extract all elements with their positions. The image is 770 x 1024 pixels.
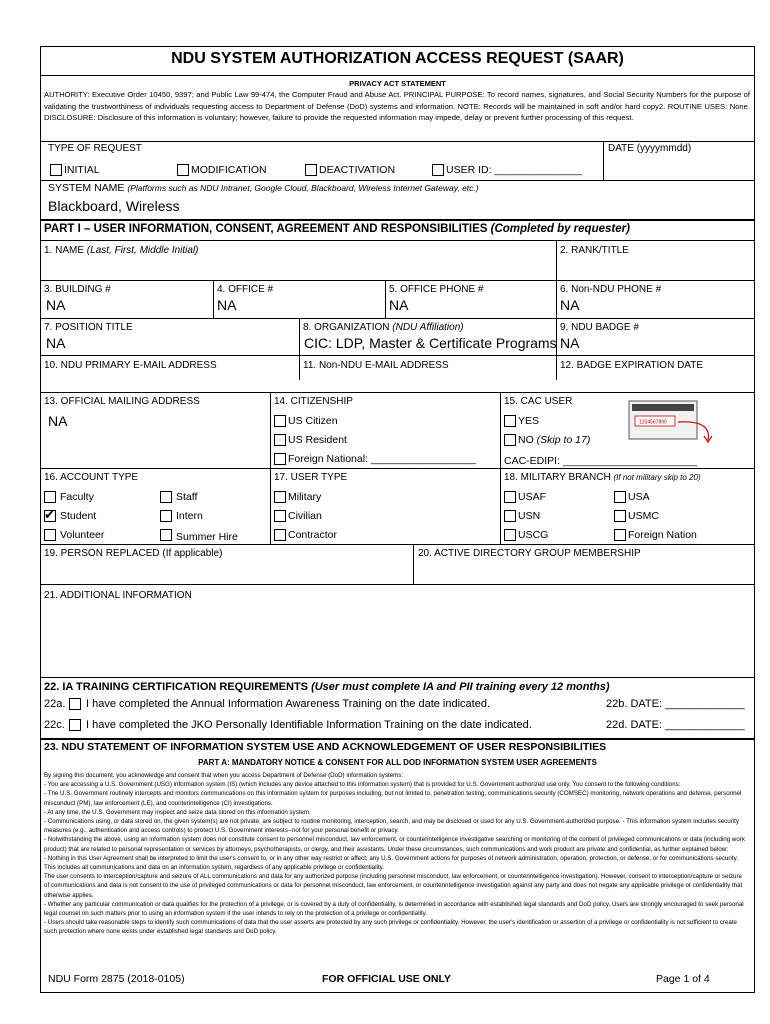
additional-info-label: 21. ADDITIONAL INFORMATION bbox=[44, 590, 192, 601]
training-22a-label: 22a. bbox=[44, 698, 66, 710]
faculty-label: Faculty bbox=[60, 491, 94, 503]
statement-paragraph: - Whether any particular communication or data qualifies for the protection of a privilege, or is covered by a duty of confidentiality, is determined in accordance with established legal standards and DoD policy. Users are strongly encouraged to seek personal legal counsel on such matters prior to using an information system if the user intends to rely on the protection of a privilege or confidentiality. bbox=[44, 900, 744, 918]
statement-paragraph: - The U.S. Government routinely intercepts and monitors communications on this information system for purposes including, but not limited to, penetration testing, communications security (COMSEC) monitoring, network operations and defense, personnel misconduct (PM), law enforcement (LE), and counterintelligence (CI) investigations. bbox=[44, 790, 742, 807]
staff-checkbox[interactable] bbox=[160, 491, 172, 503]
system-name-label: SYSTEM NAME (Platforms such as NDU Intranet, Google Cloud, Blackboard, Wireless Internet Gateway, etc.) bbox=[48, 182, 479, 194]
intern-checkbox[interactable] bbox=[160, 510, 172, 522]
cac-no-label: NO (Skip to 17) bbox=[518, 434, 591, 446]
intern-label: Intern bbox=[176, 510, 203, 522]
divider bbox=[40, 219, 755, 221]
training-heading: 22. IA TRAINING CERTIFICATION REQUIREMENTS (User must complete IA and PII training every 12 months) bbox=[44, 681, 610, 693]
divider bbox=[40, 280, 755, 281]
summer-hire-label: Summer Hire bbox=[176, 531, 238, 543]
statement-subheading: PART A: MANDATORY NOTICE & CONSENT FOR ALL DOD INFORMATION SYSTEM USER AGREEMENTS bbox=[198, 758, 597, 767]
citizenship-label: 14. CITIZENSHIP bbox=[274, 396, 353, 407]
privacy-text: AUTHORITY: Executive Order 10450, 9397; and Public Law 99-474, the Computer Fraud and Abuse Act. PRINCIPAL PURPOSE: To record names, signatures, and Social Security Numbers for the purpose of validating the trustworthiness of individuals requesting access to Department of Defense (DoD) systems and information. NOTE: Records will be maintained in soft and/or hard copy2. ROUTINE USES: None. DISCLOSURE: Disclosure of this information is voluntary; however, failure to provide the requested information may impede, delay or prevent further processing of this request. bbox=[44, 90, 750, 122]
initial-label: INITIAL bbox=[64, 164, 100, 176]
divider bbox=[40, 677, 755, 678]
divider bbox=[385, 280, 386, 318]
ndu-email-label: 10. NDU PRIMARY E-MAIL ADDRESS bbox=[44, 360, 217, 371]
contractor-checkbox[interactable] bbox=[274, 529, 286, 541]
building-label: 3. BUILDING # bbox=[44, 284, 111, 295]
usn-checkbox[interactable] bbox=[504, 510, 516, 522]
usa-label: USA bbox=[628, 491, 650, 503]
checkmark-icon: ✔ bbox=[44, 507, 55, 522]
training-22b-date[interactable]: 22b. DATE: _____________ bbox=[606, 698, 745, 710]
cac-no-checkbox[interactable] bbox=[504, 434, 516, 446]
active-directory-label: 20. ACTIVE DIRECTORY GROUP MEMBERSHIP bbox=[418, 548, 641, 559]
divider bbox=[40, 141, 755, 142]
usmc-checkbox[interactable] bbox=[614, 510, 626, 522]
account-type-label: 16. ACCOUNT TYPE bbox=[44, 472, 139, 483]
organization-label: 8. ORGANIZATION (NDU Affiliation) bbox=[303, 322, 464, 333]
divider bbox=[40, 584, 755, 585]
cac-user-label: 15. CAC USER bbox=[504, 396, 573, 407]
divider bbox=[299, 318, 300, 380]
divider bbox=[40, 392, 755, 393]
badge-expiration-label: 12. BADGE EXPIRATION DATE bbox=[560, 360, 703, 371]
footer-form-number: NDU Form 2875 (2018-0105) bbox=[48, 973, 185, 985]
mailing-address-value[interactable]: NA bbox=[48, 413, 68, 429]
training-22d-date[interactable]: 22d. DATE: _____________ bbox=[606, 719, 745, 731]
divider bbox=[40, 355, 755, 356]
rank-title-label: 2. RANK/TITLE bbox=[560, 245, 629, 256]
ndu-badge-label: 9. NDU BADGE # bbox=[560, 322, 639, 333]
training-22c-label: 22c. bbox=[44, 719, 65, 731]
part1-heading: PART I – USER INFORMATION, CONSENT, AGREEMENT AND RESPONSIBILITIES (Completed by requester) bbox=[44, 223, 630, 235]
name-label: 1. NAME (Last, First, Middle Initial) bbox=[44, 245, 199, 256]
student-label: Student bbox=[60, 510, 97, 522]
statement-paragraph: - Nothing in this User Agreement shall be interpreted to limit the user's consent to, or in any other way restrict or affect, any U.S. Government actions for purposes of network administration, operation, protection, or defense, or for communications security. This includes all communications and data on an information system, regardless of any applicable privilege or confidentiality. bbox=[44, 854, 738, 872]
deactivation-checkbox[interactable] bbox=[305, 164, 317, 176]
form-title: NDU SYSTEM AUTHORIZATION ACCESS REQUEST (SAAR) bbox=[171, 50, 624, 67]
footer-page-number: Page 1 of 4 bbox=[656, 973, 710, 985]
civilian-label: Civilian bbox=[288, 510, 322, 522]
building-value[interactable]: NA bbox=[46, 297, 66, 313]
usn-label: USN bbox=[518, 510, 541, 522]
position-title-label: 7. POSITION TITLE bbox=[44, 322, 133, 333]
cac-yes-label: YES bbox=[518, 415, 540, 427]
divider bbox=[40, 468, 755, 469]
ndu-badge-value[interactable]: NA bbox=[560, 335, 580, 351]
modification-checkbox[interactable] bbox=[177, 164, 189, 176]
us-resident-checkbox[interactable] bbox=[274, 434, 286, 446]
cac-card-number: 1234567890 bbox=[639, 419, 667, 426]
usaf-label: USAF bbox=[518, 491, 547, 503]
non-ndu-phone-label: 6. Non-NDU PHONE # bbox=[560, 284, 662, 295]
user-type-label: 17. USER TYPE bbox=[274, 472, 348, 483]
privacy-heading: PRIVACY ACT STATEMENT bbox=[349, 79, 446, 88]
us-resident-label: US Resident bbox=[288, 434, 347, 446]
divider bbox=[556, 240, 557, 380]
position-title-value[interactable]: NA bbox=[46, 335, 66, 351]
military-checkbox[interactable] bbox=[274, 491, 286, 503]
uscg-checkbox[interactable] bbox=[504, 529, 516, 541]
modification-label: MODIFICATION bbox=[191, 164, 267, 176]
organization-value[interactable]: CIC: LDP, Master & Certificate Programs bbox=[304, 335, 557, 351]
training-22c-text: I have completed the JKO Personally Identifiable Information Training on the date indicated. bbox=[86, 719, 532, 731]
statement-paragraph: - Users should take reasonable steps to identify such communications of data that the user asserts are protected by any such privilege or confidentiality. However, the user's identification or assertion of a privilege or confidentiality is not sufficient to create such protection where none exists under established legal standards and DoD policy. bbox=[44, 919, 737, 936]
cac-yes-checkbox[interactable] bbox=[504, 415, 516, 427]
office-phone-value[interactable]: NA bbox=[389, 297, 409, 313]
student-checkbox[interactable] bbox=[44, 507, 56, 522]
military-branch-label: 18. MILITARY BRANCH (If not military skip to 20) bbox=[504, 472, 701, 483]
contractor-label: Contractor bbox=[288, 529, 338, 541]
usaf-checkbox[interactable] bbox=[504, 491, 516, 503]
foreign-nation-label: Foreign Nation bbox=[628, 529, 697, 541]
us-citizen-label: US Citizen bbox=[288, 415, 338, 427]
statement-paragraph: - You are accessing a U.S. Government (USG) information system (IS) (which includes any device attached to this information system) that is provided for U.S. Government authorized use only. You consent to the following conditions: bbox=[44, 781, 681, 789]
training-22a-text: I have completed the Annual Information Awareness Training on the date indicated. bbox=[86, 698, 491, 710]
cac-card-illustration bbox=[628, 400, 698, 440]
office-value[interactable]: NA bbox=[217, 297, 237, 313]
non-ndu-email-label: 11. Non-NDU E-MAIL ADDRESS bbox=[303, 360, 449, 371]
mailing-address-label: 13. OFFICIAL MAILING ADDRESS bbox=[44, 396, 200, 407]
usmc-label: USMC bbox=[628, 510, 659, 522]
us-citizen-checkbox[interactable] bbox=[274, 415, 286, 427]
date-label: DATE (yyyymmdd) bbox=[608, 143, 692, 154]
summer-hire-checkbox[interactable] bbox=[160, 529, 172, 541]
non-ndu-phone-value[interactable]: NA bbox=[560, 297, 580, 313]
training-22a-checkbox[interactable] bbox=[69, 698, 81, 710]
foreign-national-checkbox[interactable] bbox=[274, 453, 286, 465]
staff-label: Staff bbox=[176, 491, 198, 503]
cac-edipi-field[interactable]: CAC-EDIPI: _______________________ bbox=[504, 455, 698, 467]
foreign-nation-checkbox[interactable] bbox=[614, 529, 626, 541]
divider bbox=[40, 544, 755, 545]
user-id-label[interactable]: USER ID: _______________ bbox=[446, 164, 583, 176]
divider bbox=[413, 544, 414, 584]
system-name-value[interactable]: Blackboard, Wireless bbox=[48, 198, 180, 214]
volunteer-label: Volunteer bbox=[60, 529, 105, 541]
statement-heading: 23. NDU STATEMENT OF INFORMATION SYSTEM USE AND ACKNOWLEDGEMENT OF USER RESPONSIBILITIES bbox=[44, 741, 607, 753]
office-phone-label: 5. OFFICE PHONE # bbox=[389, 284, 484, 295]
statement-paragraph: The user consents to interception/capture and seizure of ALL communications and data for any authorized purpose (including personnel misconduct, law enforcement, or counterintelligence investigation). However, consent to interception/capture or seizure of communications and data is not consent to the use of privileged communications or data for personnel misconduct, law enforcement, or counterintelligence investigation against any party and does not negate any applicable privilege or confidentiality that otherwise applies. bbox=[44, 873, 743, 899]
divider bbox=[40, 75, 755, 76]
foreign-national-label[interactable]: Foreign National: __________________ bbox=[288, 453, 476, 465]
system-name-hint: (Platforms such as NDU Intranet, Google Cloud, Blackboard, Wireless Internet Gateway, etc.) bbox=[127, 183, 479, 193]
initial-checkbox[interactable] bbox=[50, 164, 62, 176]
statement-paragraph: - Notwithstanding the above, using an information system does not constitute consent to personnel misconduct, law enforcement, or counterintelligence investigative searching or monitoring of the content of privileged communications or data (including work product) that are related to personal representation or services by attorneys, psychotherapists, or clergy, and their assistants. Under these circumstances, such communications and work product are private and confidential, as further explained below: bbox=[44, 836, 745, 853]
statement-paragraph: - At any time, the U.S. Government may inspect and seize data stored on this information system. bbox=[44, 808, 311, 816]
military-label: Military bbox=[288, 491, 322, 503]
divider bbox=[40, 240, 755, 241]
divider bbox=[40, 318, 755, 319]
divider bbox=[40, 180, 755, 181]
faculty-checkbox[interactable] bbox=[44, 491, 56, 503]
statement-paragraph: By signing this document, you acknowledge and consent that when you access Department of Defense (DoD) information systems: bbox=[44, 772, 404, 779]
statement-paragraph: - Communications using, or data stored on, the given system(s) are not private, are subject to routine monitoring, interception, search, and may be disclosed or used for any U.S. Government-authorized purpose. - This information system includes security measures (e.g., authentication and access controls) to protect U.S. Government interests--not for your personal benefit or privacy. bbox=[44, 818, 739, 835]
volunteer-checkbox[interactable] bbox=[44, 529, 56, 541]
user-id-checkbox[interactable] bbox=[432, 164, 444, 176]
statement-body bbox=[44, 771, 748, 937]
civilian-checkbox[interactable] bbox=[274, 510, 286, 522]
usa-checkbox[interactable] bbox=[614, 491, 626, 503]
divider bbox=[40, 738, 755, 740]
office-label: 4. OFFICE # bbox=[217, 284, 274, 295]
person-replaced-label: 19. PERSON REPLACED (If applicable) bbox=[44, 548, 223, 559]
footer-classification: FOR OFFICIAL USE ONLY bbox=[322, 973, 451, 985]
deactivation-label: DEACTIVATION bbox=[319, 164, 396, 176]
divider bbox=[213, 280, 214, 318]
type-of-request-label: TYPE OF REQUEST bbox=[48, 143, 142, 154]
divider bbox=[603, 141, 604, 181]
uscg-label: USCG bbox=[518, 529, 549, 541]
training-22c-checkbox[interactable] bbox=[69, 719, 81, 731]
